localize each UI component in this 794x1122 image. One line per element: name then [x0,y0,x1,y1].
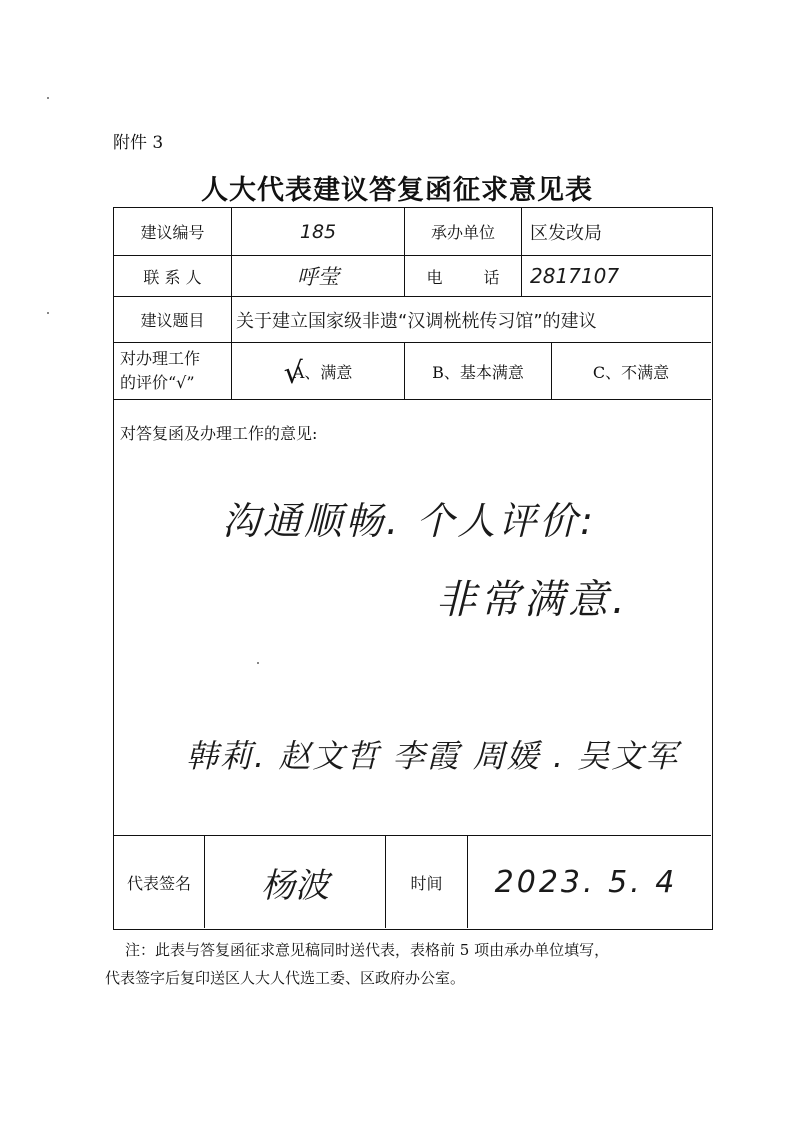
label-handling-unit: 承办单位 [430,223,495,242]
label-phone: 电 话 [426,267,500,287]
option-unsatisfied[interactable]: C、不满意 [592,362,670,382]
handling-unit: 区发改局 [530,222,602,244]
scan-speck [47,312,49,314]
label-contact-person: 联 系 人 [143,267,202,287]
opinion-handwriting-line1: 沟通顺畅. 个人评价: [222,499,596,543]
option-basically-satisfied[interactable]: B、基本满意 [432,362,524,382]
footnote [105,936,733,992]
label-time: 时间 [410,873,443,893]
label-evaluation-line2: 的评价“√” [120,373,195,392]
col-divider [521,208,522,296]
feedback-form-table [113,207,713,930]
checkmark: √ [283,355,303,391]
label-evaluation-line1: 对办理工作 [120,349,201,368]
opinion-label: 对答复函及办理工作的意见: [120,424,318,443]
contact-person: 呼莹 [297,265,339,289]
form-title: 人大代表建议答复函征求意见表 [201,175,593,206]
footnote-line2: 代表签字后复印送区人大人代选工委、区政府办公室。 [105,969,466,987]
suggestion-number: 185 [299,220,337,243]
label-representative-signature: 代表签名 [126,873,191,893]
label-suggestion-topic: 建议题目 [140,311,205,330]
footnote-line1: 注：此表与答复函征求意见稿同时送代表，表格前 5 项由承办单位填写， [125,941,610,959]
label-evaluation [114,343,231,399]
option-satisfied-label: A、满意 [292,362,353,382]
signature-date: 2023. 5. 4 [494,864,678,900]
option-satisfied[interactable] [232,343,404,399]
cosigner-signatures: 韩莉. 赵文哲 李霞 周媛 . 吴文军 [186,737,680,775]
opinion-handwriting-line2: 非常满意. [436,577,629,623]
row-divider [114,399,711,400]
label-suggestion-number: 建议编号 [140,223,205,242]
scan-speck [47,97,49,99]
attachment-label: 附件 3 [113,133,164,153]
representative-signature: 杨波 [261,865,329,906]
suggestion-topic: 关于建立国家级非遗“汉调桄桄传习馆”的建议 [236,310,597,332]
phone-number: 2817107 [530,264,620,288]
